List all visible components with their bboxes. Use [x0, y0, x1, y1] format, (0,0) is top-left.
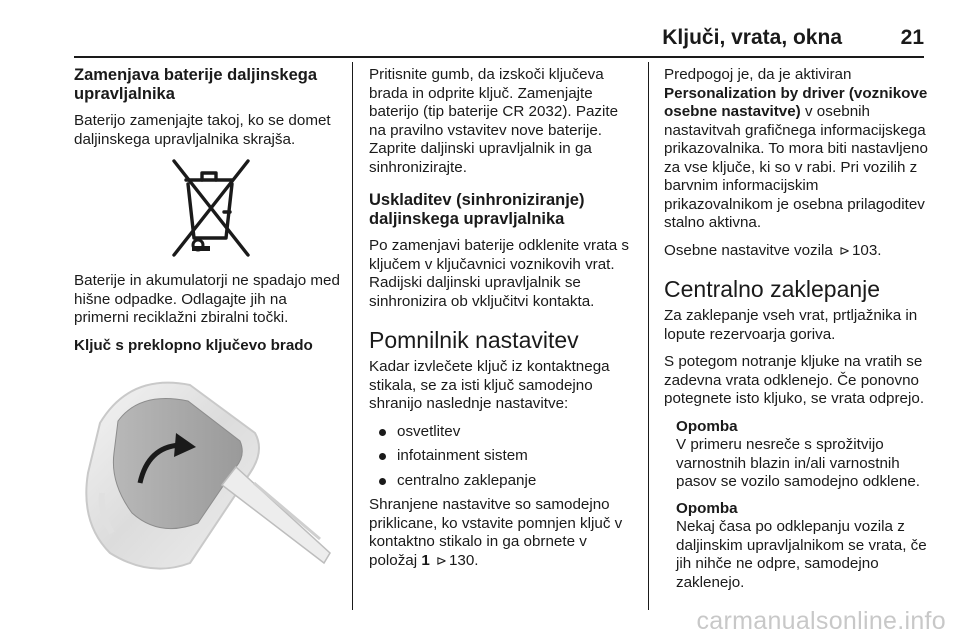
section-heading-battery: Zamenjava baterije daljinskega upravljalnika [74, 66, 318, 103]
reference-arrow-icon: ⊳ [436, 552, 447, 568]
paragraph: Po zamenjavi baterije odklenite vrata s ključem v ključavnici voznikovih vrat. Radijski daljinski upravljalnik se sinhronizira ob vključitvi kontakta. [369, 237, 630, 310]
column-2 [369, 66, 637, 579]
note-text: Nekaj časa po odklepanju vozila z daljinskim upravljalnikom se vrata, če jih nihče ne odpre, samodejno zaklenejo. [676, 518, 927, 591]
header-rule [74, 56, 924, 58]
page-reference-link[interactable]: 103. [851, 241, 882, 259]
list-item: centralno zaklepanje [369, 472, 637, 491]
watermark: carmanualsonline.info [696, 607, 946, 635]
list-item: infotainment sistem [369, 447, 637, 466]
column-divider [648, 62, 649, 610]
text: Shranjene nastavitve so samodejno priklicane, ko vstavite pomnjen ključ v kontaktno stikalo in ga obrnete v položaj [369, 496, 623, 569]
key-illustration [70, 363, 340, 581]
list-item: osvetlitev [369, 423, 637, 442]
column-3 [664, 66, 928, 600]
paragraph [369, 496, 637, 570]
paragraph: Za zaklepanje vseh vrat, prtljažnika in lopute rezervoarja goriva. [664, 307, 918, 343]
paragraph: S potegom notranje kljuke na vratih se zadevna vrata odklenejo. Če ponovno potegnete isto kljuko, se vrata odprejo. [664, 353, 925, 407]
paragraph: Kadar izvlečete ključ iz kontaktnega stikala, se za isti ključ samodejno shranijo naslednje nastavitve: [369, 358, 610, 412]
note-title: Opomba [676, 499, 738, 517]
paragraph: Pritisnite gumb, da izskoči ključeva brada in odprite ključ. Zamenjajte baterijo (tip baterije CR 2032). Pazite na pravilno vstavitev nove baterije. Zaprite daljinski upravljalnik in ga sinhronizirajte. [369, 66, 619, 176]
column-1 [74, 66, 344, 581]
note-box [664, 418, 928, 492]
page-reference-link[interactable]: 130. [448, 551, 479, 569]
section-heading-sync: Uskladitev (sinhroniziranje) daljinskega upravljalnika [369, 191, 585, 228]
note-box [664, 500, 928, 593]
page-number: 21 [900, 26, 924, 49]
note-text: V primeru nesreče s sprožitvijo varnostnih blazin in/ali varnostnih pasov se vozilo samodejno odklene. [676, 436, 920, 490]
column-divider [352, 62, 353, 610]
note-title: Opomba [676, 417, 738, 435]
paragraph [664, 66, 928, 233]
position-label: 1 [421, 551, 430, 569]
page-header [74, 22, 924, 52]
text: v osebnih nastavitvah grafičnega informacijskega prikazovalnika. To mora biti nastavljeno za vse ključe, ki so v rabi. Pri vozilih z barvnim informacijskim prikazovalnikom je osebna prilagoditev stalno aktivna. [664, 103, 928, 231]
section-title-memory: Pomnilnik nastavitev [369, 327, 579, 353]
paragraph: Baterijo zamenjajte takoj, ko se domet daljinskega upravljalnika skrajša. [74, 112, 331, 148]
reference-arrow-icon: ⊳ [839, 242, 850, 258]
text: Predpogoj je, da je aktiviran [664, 66, 852, 83]
page-title: Ključi, vrata, okna [662, 26, 842, 49]
crossed-bin-icon [164, 158, 254, 258]
setting-name: Personalization by driver (voznikove osebne nastavitve) [664, 84, 928, 120]
settings-list [369, 423, 637, 491]
paragraph: Baterije in akumulatorji ne spadajo med hišne odpadke. Odlagajte jih na primerni reciklažni zbiralni točki. [74, 272, 340, 326]
section-title-central-locking: Centralno zaklepanje [664, 276, 881, 302]
text: Osebne nastavitve vozila [664, 241, 838, 259]
paragraph [664, 242, 928, 261]
subheading-key: Ključ s preklopno ključevo brado [74, 336, 313, 354]
